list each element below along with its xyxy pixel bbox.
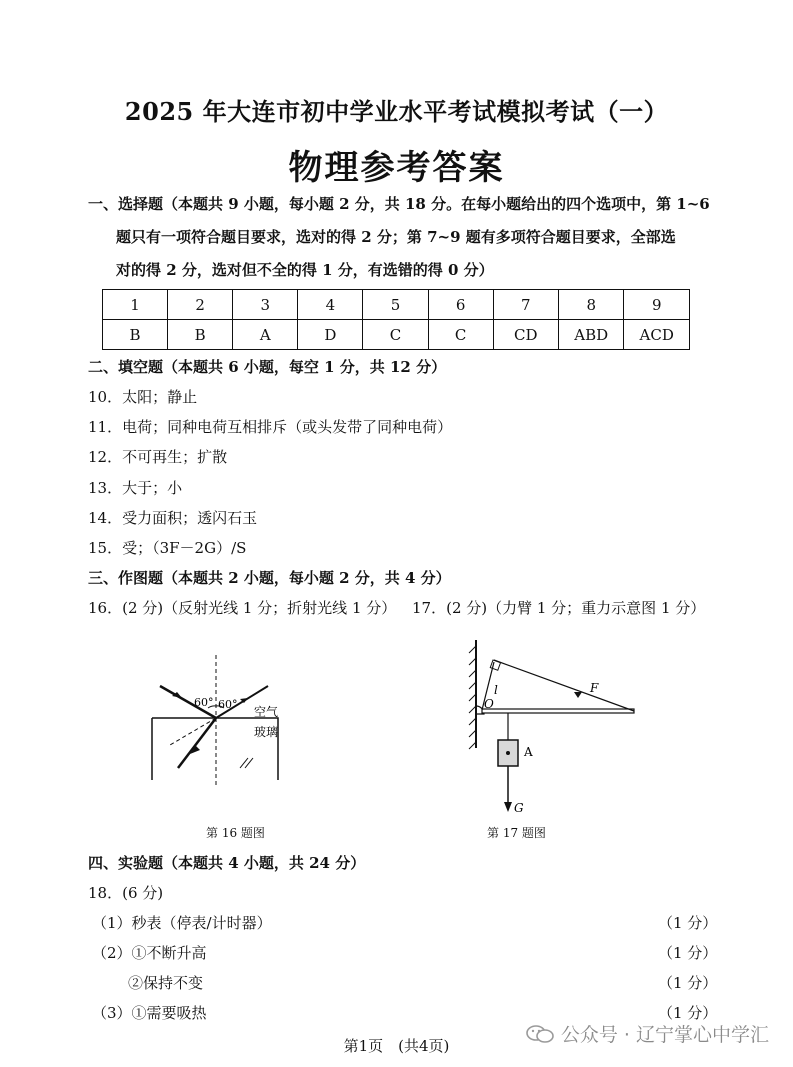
label-lever-arm: l [494,683,498,697]
section2-heading: 二、填空题（本题共 6 小题，每空 1 分，共 12 分） [88,358,447,376]
points-18-2b: （1 分） [658,974,718,992]
answer-18-1: （1）秒表（停表/计时器） [92,914,272,932]
fill-answer-12: 12．不可再生；扩散 [88,448,228,466]
label-gravity: G [514,801,524,815]
choice-answer-table [102,289,690,350]
points-18-1: （1 分） [658,914,718,932]
answer-cell: B [168,320,233,350]
points-18-2a: （1 分） [658,944,718,962]
section3-heading: 三、作图题（本题共 2 小题，每小题 2 分，共 4 分） [88,569,451,587]
page-number: 第1页 (共4页) [343,1037,450,1055]
wechat-icon [525,1023,555,1045]
answer-key-title: 物理参考答案 [288,148,505,188]
section1-heading: 一、选择题（本题共 9 小题，每小题 2 分，共 18 分。在每小题给出的四个选项中，第 1~6 [88,195,710,213]
fill-answer-14: 14．受力面积；透闪石玉 [88,509,258,527]
experiment-18-heading: 18．(6 分) [88,884,164,902]
fill-answer-10: 10．太阳；静止 [88,388,198,406]
fill-answer-15: 15．受；（3F－2G）/S [88,539,247,557]
figure-16-caption: 第 16 题图 [206,826,265,840]
force-arrow-icon [574,692,582,698]
question-number: 7 [493,290,558,320]
question-number: 2 [168,290,233,320]
answer-cell: C [428,320,493,350]
gravity-arrow-icon [504,802,512,812]
label-air: 空气 [254,705,279,719]
question-number: 1 [103,290,168,320]
label-glass: 玻璃 [254,725,279,739]
answer-row [103,320,690,350]
fill-answer-11: 11．电荷；同种电荷互相排斥（或头发带了同种电荷） [88,418,453,436]
label-force: F [590,681,599,695]
section1-instructions [88,188,718,287]
extension-dashed-line [170,718,216,745]
question-number: 4 [298,290,363,320]
figure-17-lever-diagram [460,636,650,818]
rope-force-line [494,660,634,711]
answer-18-2b: ②保持不变 [128,974,204,992]
answer-cell: B [103,320,168,350]
question-number: 9 [624,290,690,320]
watermark-text: 公众号 · 辽宁掌心中学汇 [560,1024,769,1046]
section1-line2: 题只有一项符合题目要求，选对的得 2 分；第 7~9 题有多项符合题目要求，全部选 [116,228,676,246]
section4-heading: 四、实验题（本题共 4 小题，共 24 分） [88,854,366,872]
angle-label-right: 60° [218,698,238,711]
answer-cell: A [233,320,298,350]
figure-16-light-diagram [148,650,318,790]
wall-hatching [469,646,476,749]
answer-cell: ABD [558,320,623,350]
points-18-3a: （1 分） [658,1004,718,1022]
drawing-answer-16: 16．(2 分)（反射光线 1 分；折射光线 1 分） [88,599,397,617]
answer-cell: CD [493,320,558,350]
answer-cell: D [298,320,363,350]
answer-18-3a: （3）①需要吸热 [92,1004,207,1022]
section1-line3: 对的得 2 分，选对但不全的得 1 分，有选错的得 0 分） [116,261,494,279]
answer-18-2a: （2）①不断升高 [92,944,207,962]
question-number: 5 [363,290,428,320]
question-number: 6 [428,290,493,320]
lever-rod [482,709,634,713]
label-block: A [524,745,533,759]
angle-label-left: 60° [194,696,214,709]
answer-cell: C [363,320,428,350]
question-number-row [103,290,690,320]
figure-17-caption: 第 17 题图 [487,826,546,840]
question-number: 3 [233,290,298,320]
drawing-answer-17: 17．(2 分)（力臂 1 分；重力示意图 1 分） [412,599,706,617]
fill-answer-13: 13．大于；小 [88,479,183,497]
refracted-ray [178,718,216,768]
center-of-gravity [506,751,510,755]
exam-title: 2025 年大连市初中学业水平考试模拟考试（一） [124,97,669,126]
answer-cell: ACD [624,320,690,350]
question-number: 8 [558,290,623,320]
label-pivot: O [484,697,494,711]
watermark [525,1020,769,1047]
